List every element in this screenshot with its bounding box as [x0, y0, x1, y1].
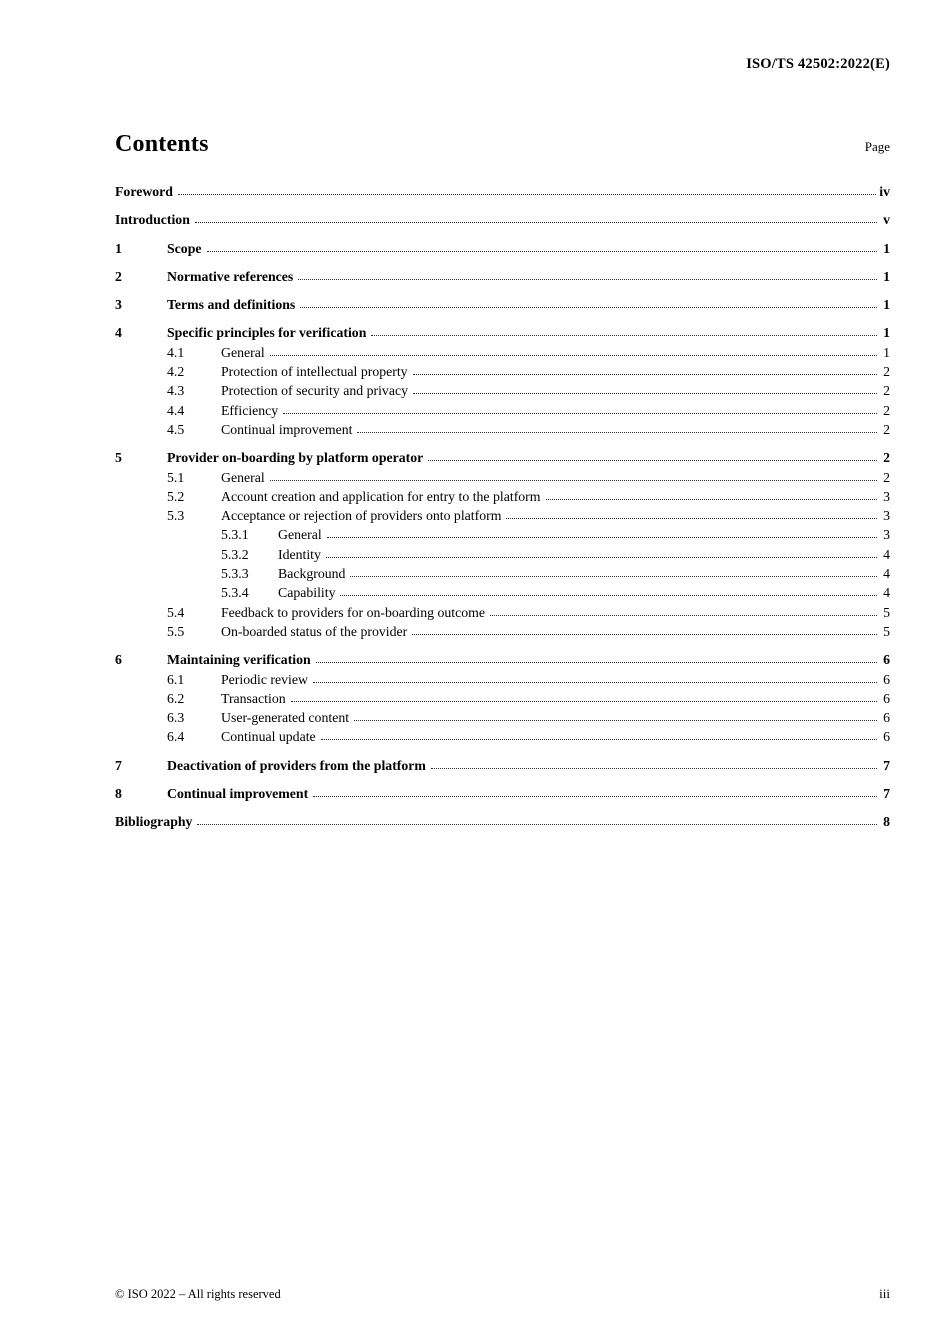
toc-entry-page: 2 — [883, 402, 890, 418]
toc-entry-page: 5 — [883, 623, 890, 639]
toc-entry-number: 5.3.2 — [221, 546, 249, 562]
toc-entry-number: 5.3.4 — [221, 585, 249, 601]
toc-entry-title: Continual improvement — [167, 786, 309, 802]
toc-entry-title: Maintaining verification — [167, 652, 311, 668]
toc-leader-dots — [313, 682, 877, 683]
toc-entry-page: 6 — [883, 652, 890, 668]
toc-entry-page: 4 — [883, 546, 890, 562]
toc-leader-dots — [546, 499, 877, 500]
toc-entry-title: Scope — [167, 240, 202, 256]
toc-leader-dots — [291, 701, 877, 702]
toc-entry-number: 3 — [115, 297, 122, 313]
toc-entry-title: Periodic review — [221, 671, 308, 687]
toc-leader-dots — [371, 335, 877, 336]
toc-entry — [115, 622, 890, 641]
toc-entry-title: General — [221, 469, 265, 485]
toc-leader-dots — [316, 662, 877, 663]
toc-entry — [115, 603, 890, 622]
toc-leader-dots — [298, 279, 877, 280]
toc-entry — [115, 670, 890, 689]
toc-entry — [115, 267, 890, 286]
toc-entry-title: Foreword — [115, 184, 173, 199]
toc-entry-number: 7 — [115, 757, 122, 773]
toc-entry-page: 6 — [883, 729, 890, 745]
toc-entry-page: 7 — [883, 757, 890, 773]
toc-entry — [115, 182, 890, 201]
toc-entry — [115, 448, 890, 467]
toc-entry — [115, 323, 890, 342]
toc-entry-title: Continual update — [221, 729, 316, 745]
toc-entry-number: 5.3 — [167, 508, 185, 524]
toc-entry-title: Bibliography — [115, 814, 193, 830]
toc-entry-title: On-boarded status of the provider — [221, 623, 408, 639]
contents-header — [115, 131, 890, 158]
toc-entry — [115, 487, 890, 506]
toc-leader-dots — [313, 796, 877, 797]
toc-entry-title: Identity — [278, 546, 321, 562]
toc-entry — [115, 583, 890, 602]
toc-entry-number: 6.2 — [167, 690, 185, 706]
toc-entry-page: 8 — [883, 814, 890, 830]
toc-entry-title: General — [278, 527, 322, 543]
toc-leader-dots — [413, 393, 877, 394]
toc-entry-number: 6.3 — [167, 710, 185, 726]
toc-entry — [115, 343, 890, 362]
page-column-label: Page — [864, 139, 890, 154]
toc-leader-dots — [357, 432, 877, 433]
toc-entry — [115, 812, 890, 831]
toc-leader-dots — [490, 615, 877, 616]
toc-entry-number: 4.4 — [167, 402, 185, 418]
toc-entry — [115, 362, 890, 381]
toc-content — [115, 131, 890, 832]
toc-entry-page: 4 — [883, 566, 890, 582]
toc-entry — [115, 295, 890, 314]
toc-entry-number: 2 — [115, 268, 122, 284]
toc-entry-title: Acceptance or rejection of providers onto platform — [221, 508, 502, 524]
toc-leader-dots — [354, 720, 877, 721]
toc-entry-number: 5.3.3 — [221, 566, 249, 582]
toc-entry-number: 6 — [115, 652, 122, 668]
toc-entry-number: 1 — [115, 240, 122, 256]
toc-entry — [115, 420, 890, 439]
toc-entry-title: Deactivation of providers from the platform — [167, 757, 426, 773]
toc-entry-title: Protection of security and privacy — [221, 383, 408, 399]
toc-entry-number: 5.1 — [167, 469, 185, 485]
toc-entry-page: 3 — [883, 508, 890, 524]
toc-list — [115, 182, 890, 832]
toc-leader-dots — [321, 739, 877, 740]
toc-leader-dots — [340, 595, 877, 596]
toc-leader-dots — [350, 576, 877, 577]
copyright-notice: © ISO 2022 – All rights reserved — [115, 1287, 281, 1301]
toc-leader-dots — [412, 634, 877, 635]
toc-entry-page: 6 — [883, 710, 890, 726]
toc-entry-number: 4.5 — [167, 421, 185, 437]
toc-entry — [115, 689, 890, 708]
toc-leader-dots — [270, 355, 877, 356]
toc-entry-page: iv — [879, 184, 890, 199]
toc-entry-title: Continual improvement — [221, 421, 353, 437]
toc-leader-dots — [506, 518, 877, 519]
toc-leader-dots — [428, 460, 877, 461]
toc-entry-page: 2 — [883, 450, 890, 466]
contents-title: Contents — [115, 131, 209, 157]
toc-entry-title: Feedback to providers for on-boarding outcome — [221, 604, 485, 620]
toc-entry-title: Account creation and application for entry to the platform — [221, 488, 541, 504]
toc-leader-dots — [195, 222, 877, 223]
toc-entry-title: General — [221, 344, 265, 360]
toc-entry-number: 5.5 — [167, 623, 185, 639]
toc-entry-number: 4 — [115, 325, 122, 341]
toc-entry-page: 2 — [883, 469, 890, 485]
toc-leader-dots — [178, 194, 876, 195]
toc-entry-number: 5 — [115, 450, 122, 466]
toc-leader-dots — [326, 557, 877, 558]
toc-entry-page: 1 — [883, 344, 890, 360]
toc-leader-dots — [197, 824, 877, 825]
toc-leader-dots — [431, 768, 877, 769]
toc-entry-title: Normative references — [167, 268, 294, 284]
toc-entry — [115, 545, 890, 564]
toc-entry-page: 6 — [883, 671, 890, 687]
toc-entry-page: 4 — [883, 585, 890, 601]
toc-entry-title: Protection of intellectual property — [221, 364, 408, 380]
toc-entry — [115, 564, 890, 583]
toc-entry-page: 2 — [883, 421, 890, 437]
toc-entry-title: Provider on-boarding by platform operator — [167, 450, 424, 466]
toc-entry — [115, 239, 890, 258]
toc-entry — [115, 650, 890, 669]
toc-entry-number: 5.2 — [167, 488, 185, 504]
toc-entry-page: 1 — [883, 240, 890, 256]
toc-entry — [115, 506, 890, 525]
toc-entry-number: 8 — [115, 786, 122, 802]
toc-entry-number: 4.3 — [167, 383, 185, 399]
toc-entry-title: Introduction — [115, 212, 190, 228]
toc-entry-number: 6.1 — [167, 671, 185, 687]
toc-entry-page: 1 — [883, 325, 890, 341]
toc-leader-dots — [283, 413, 877, 414]
toc-entry-page: 3 — [883, 488, 890, 504]
toc-entry-page: v — [883, 212, 890, 228]
toc-entry-title: Efficiency — [221, 402, 279, 418]
toc-entry — [115, 401, 890, 420]
toc-entry — [115, 210, 890, 229]
toc-entry — [115, 727, 890, 746]
toc-leader-dots — [300, 307, 877, 308]
page-footer — [115, 1286, 890, 1302]
toc-entry-page: 2 — [883, 383, 890, 399]
toc-entry — [115, 525, 890, 544]
toc-entry-title: Terms and definitions — [167, 297, 296, 313]
toc-entry — [115, 756, 890, 775]
toc-entry-page: 1 — [883, 268, 890, 284]
toc-entry-number: 5.4 — [167, 604, 185, 620]
toc-entry — [115, 784, 890, 803]
toc-leader-dots — [413, 374, 877, 375]
toc-entry-title: Specific principles for verification — [167, 325, 367, 341]
toc-entry-number: 4.2 — [167, 364, 185, 380]
document-reference: ISO/TS 42502:2022(E) — [746, 56, 890, 72]
toc-entry-page: 5 — [883, 604, 890, 620]
toc-entry-number: 4.1 — [167, 344, 185, 360]
page-number: iii — [879, 1286, 890, 1301]
toc-entry — [115, 381, 890, 400]
toc-entry — [115, 708, 890, 727]
toc-entry-page: 7 — [883, 786, 890, 802]
toc-entry-page: 6 — [883, 690, 890, 706]
toc-entry-number: 5.3.1 — [221, 527, 249, 543]
toc-entry-number: 6.4 — [167, 729, 185, 745]
toc-entry-title: User-generated content — [221, 710, 350, 726]
toc-entry-page: 2 — [883, 364, 890, 380]
toc-leader-dots — [327, 537, 877, 538]
toc-entry-title: Capability — [278, 585, 336, 601]
toc-leader-dots — [270, 480, 877, 481]
toc-leader-dots — [207, 251, 878, 252]
toc-entry-title: Background — [278, 566, 346, 582]
toc-entry — [115, 468, 890, 487]
toc-entry-page: 3 — [883, 527, 890, 543]
toc-entry-title: Transaction — [221, 690, 286, 706]
toc-entry-page: 1 — [883, 297, 890, 313]
